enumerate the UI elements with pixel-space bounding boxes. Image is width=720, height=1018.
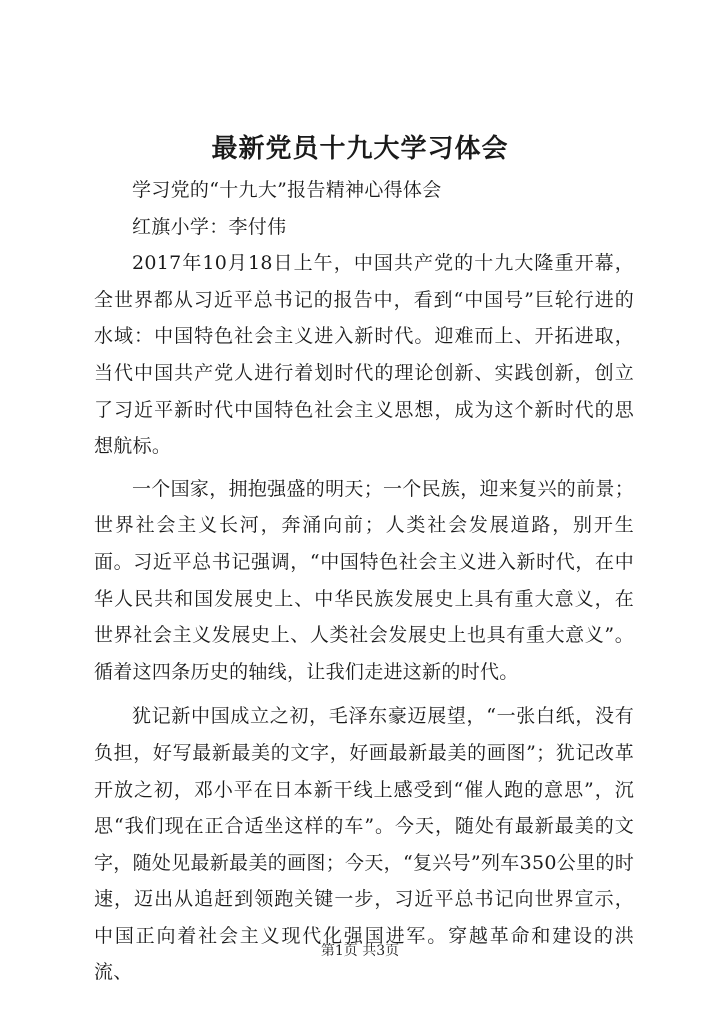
page-footer: 第1页 共3页 bbox=[320, 943, 400, 959]
subtitle-line: 学习党的“十九大”报告精神心得体会 bbox=[132, 179, 442, 201]
paragraph-2: 一个国家，拥抱强盛的明天；一个民族，迎来复兴的前景；世界社会主义长河，奔涌向前；人类社会发展道路，别开生面。习近平总书记强调，“中国特色社会主义进入新时代，在中华人民共和国发展史上、中华民族发展史上具有重大意义，在世界社会主义发展史上、人类社会发展史上也具有重大意义”。循着这四条历史的轴线，让我们走进这新的时代。 bbox=[94, 477, 634, 683]
author-line: 红旗小学：李付伟 bbox=[132, 215, 287, 238]
paragraph-3: 犹记新中国成立之初，毛泽东豪迈展望，“一张白纸，没有负担，好写最新最美的文字，好画最新最美的画图”；犹记改革开放之初，邓小平在日本新干线上感受到“催人跑的意思”，沉思“我们现在正合适坐这样的车”。今天，随处有最新最美的文字，随处见最新最美的画图；今天，“复兴号”列车350公里的时速，迈出从追赶到领跑关键一步，习近平总书记向世界宣示，中国正向着社会主义现代化强国进军。穿越革命和建设的洪流、 bbox=[94, 705, 634, 984]
paragraph-1: 2017年10月18日上午，中国共产党的十九大隆重开幕，全世界都从习近平总书记的报告中，看到“中国号”巨轮行进的水域：中国特色社会主义进入新时代。迎难而上、开拓进取，当代中国共产党人进行着划时代的理论创新、实践创新，创立了习近平新时代中国特色社会主义思想，成为这个新时代的思想航标。 bbox=[94, 252, 634, 458]
document-body bbox=[94, 172, 634, 991]
document-title: 最新党员十九大学习体会 bbox=[211, 134, 509, 164]
